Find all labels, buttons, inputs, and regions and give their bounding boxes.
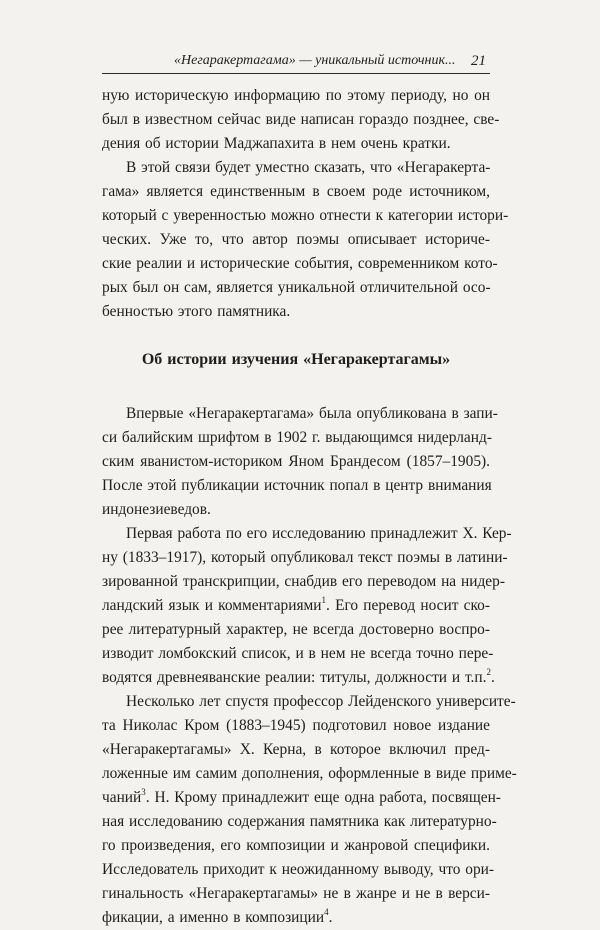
footnote-mark: 3 <box>141 787 146 797</box>
paragraph <box>102 402 498 522</box>
text-line: бенностью этого памятника. <box>102 303 291 320</box>
text-line: рых был он сам, является уникальной отличительной осо- <box>102 279 491 296</box>
text-line: ским яванистом-историком Яном Брандесом (1857–1905). <box>102 453 490 470</box>
footnote-mark: 2 <box>486 667 491 677</box>
text-line: который с уверенностью можно отнести к категории истори- <box>102 207 509 224</box>
text-line: Впервые «Негаракертагама» была опубликована в запи- <box>126 405 498 422</box>
text-line: гама» является единственным в своем роде источником, <box>102 183 490 200</box>
text-fragment: . Н. Крому принадлежит еще одна работа, посвящен- <box>145 789 501 806</box>
footnote-mark: 4 <box>324 907 329 917</box>
text-line: «Негаракертагамы» Х. Керна, в которое включил пред- <box>102 741 490 758</box>
text-line: Исследователь приходит к неожиданному выводу, что ори- <box>102 861 495 878</box>
text-line: ную историческую информацию по этому периоду, но он <box>102 87 490 104</box>
text-fragment: фикации, а именно в композиции <box>102 909 325 926</box>
text-line <box>102 786 501 810</box>
running-title: «Негаракертагама» — уникальный источник... <box>174 53 456 68</box>
text-line: индонезиеведов. <box>102 501 211 518</box>
text-line: гинальность «Негаракертагамы» не в жанре и не в верси- <box>102 885 490 902</box>
page-number: 21 <box>471 53 486 69</box>
text-line <box>102 906 490 930</box>
running-header <box>102 50 490 74</box>
text-fragment: чаний <box>102 789 142 806</box>
text-line: ские реалии и исторические события, современником кото- <box>102 255 498 272</box>
text-line: Несколько лет спустя профессор Лейденского университе- <box>126 693 516 710</box>
section-heading: Об истории изучения «Негаракертагамы» <box>141 351 451 368</box>
paragraph <box>102 690 517 930</box>
page-body <box>102 84 517 930</box>
text-line: был в известном сейчас виде написан гораздо позднее, све- <box>102 111 500 128</box>
text-line: изводит ломбокский список, и в нем не всегда точно пере- <box>102 645 494 662</box>
text-line: После этой публикации источник попал в центр внимания <box>102 477 492 494</box>
text-line: та Николас Кром (1883–1945) подготовил новое издание <box>102 717 490 734</box>
text-fragment: . Его перевод носит ско- <box>326 597 490 614</box>
footnote-mark: 1 <box>321 595 327 605</box>
text-line: Первая работа по его исследованию принадлежит Х. Кер- <box>126 525 512 542</box>
text-fragment: . <box>328 909 333 926</box>
text-line <box>102 666 495 690</box>
text-fragment: ландский язык и комментариями <box>102 597 322 614</box>
text-line: го произведения, его композиции и жанровой специфики. <box>102 837 490 854</box>
text-line: рее литературный характер, не всегда достоверно воспро- <box>102 621 490 638</box>
text-fragment: водятся древнеяванские реалии: титулы, должности и т.п. <box>102 669 487 686</box>
paragraph <box>102 522 512 690</box>
text-line: ная исследованию содержания памятника как литературно- <box>102 813 497 830</box>
text-line: В этой связи будет уместно сказать, что «Негаракерта- <box>126 159 491 176</box>
text-line <box>102 594 490 618</box>
text-line: ческих. Уже то, что автор поэмы описывает историче- <box>102 231 490 248</box>
paragraph <box>102 156 509 324</box>
paragraph <box>102 84 500 156</box>
text-line: ну (1833–1917), который опубликовал текст поэмы в латини- <box>102 549 508 566</box>
text-line: дения об истории Маджапахита в нем очень кратки. <box>102 135 451 152</box>
text-fragment: . <box>490 669 495 686</box>
text-line: зированной транскрипции, снабдив его переводом на нидер- <box>102 573 505 590</box>
text-line: ложенные им самим дополнения, оформленные в виде приме- <box>102 765 517 782</box>
text-line: си балийским шрифтом в 1902 г. выдающимся нидерланд- <box>102 429 492 446</box>
